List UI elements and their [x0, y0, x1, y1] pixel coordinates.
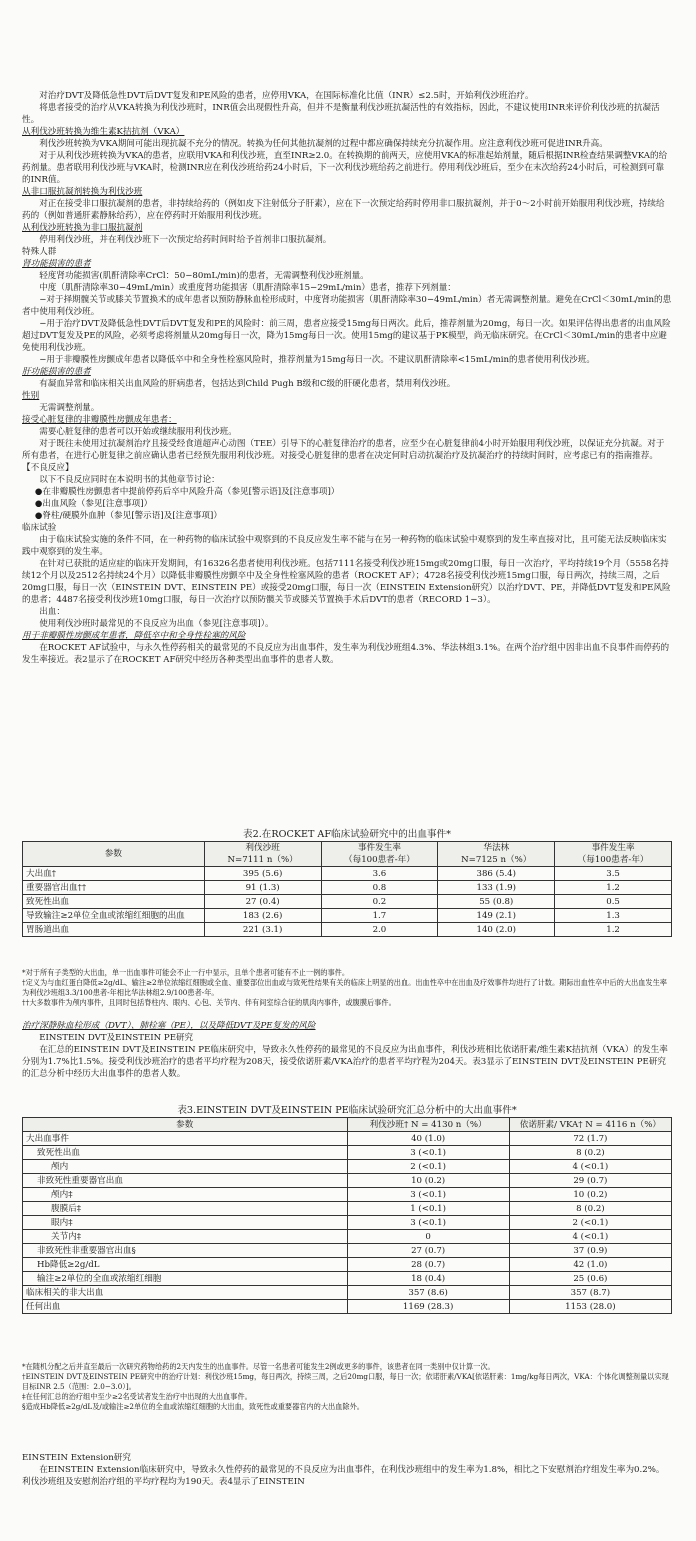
column-header: 利伐沙班 N=7111 n（%） — [204, 842, 321, 867]
footnote: *对于所有子类型的大出血，单一出血事件可能会不止一行中显示，且单个患者可能有不止一例的事件。 — [22, 968, 350, 977]
cell: 183 (2.6) — [204, 909, 321, 923]
section-heading: 临床试验 — [22, 523, 57, 533]
bullet-item: ●脊柱/硬膜外血肿（参见[警示语]及[注意事项]） — [34, 511, 222, 521]
table-row — [23, 1160, 672, 1174]
column-header: 华法林 N=7125 n（%） — [438, 842, 555, 867]
paragraph: 将患者接受的治疗从VKA转换为利伐沙班时，INR值会出现假性升高，但并不是衡量利伐沙班抗凝活性的有效指标，因此，不建议使用INR来评价利伐沙班的抗凝活性。 — [22, 103, 660, 125]
row-label: 输注≥2单位的全血或浓缩红细胞 — [23, 1272, 348, 1286]
table-row — [23, 1132, 672, 1146]
table-2-footnotes — [22, 968, 672, 1008]
table-row — [23, 1202, 672, 1216]
paragraph: 以下不良反应同时在本说明书的其他章节讨论： — [39, 475, 220, 485]
cell: 395 (5.6) — [204, 867, 321, 881]
text-block-1 — [22, 90, 672, 666]
row-label: 大出血事件 — [23, 1132, 348, 1146]
paragraph: 对于既往未使用过抗凝剂治疗且接受经食道超声心动图（TEE）引导下的心脏复律治疗的患者，应至少在心脏复律前4小时开始服用利伐沙班，以保证充分抗凝。对于所有患者，在进行心脏复律之前应确认患者已经预先服用利伐沙班。对接受心脏复律的患者在决定何时启动抗凝治疗及抗凝治疗的持续时间时，应考虑已有的指南推荐。 — [22, 439, 665, 461]
paragraph: 在EINSTEIN Extension临床研究中，导致永久性停药的最常见的不良反应为出血事件，在利伐沙班组中的发生率为1.8%，相比之下安慰剂治疗组发生率为0.2%。利伐沙班组及安慰剂治疗组的平均疗程均为190天。表4显示了EINSTEIN — [22, 1465, 665, 1487]
table-2 — [22, 841, 672, 937]
table-row — [23, 1244, 672, 1258]
subsection-heading: 出血： — [39, 607, 65, 617]
table-row — [23, 1188, 672, 1202]
footnote: †定义为与血红蛋白降低≥2g/dL、输注≥2单位浓缩红细胞或全血、重要部位出血或与致死性结果有关的临床上明显的出血。出血性卒中在出血及疗效事件均进行了计数。期际出血性卒中后的大出血发生率为利伐沙班组3.3/100患者-年相比华法林组2.9/100患者-年。 — [22, 978, 667, 997]
paragraph: 对正在接受非口服抗凝剂的患者，非持续给药的（例如皮下注射低分子肝素），应在下一次预定给药时停用非口服抗凝剂，并于0～2小时前开始服用利伐沙班，持续给药的（例如普通肝素静脉给药），应在停药时开始服用利伐沙班。 — [22, 199, 665, 221]
cell: 胃肠道出血 — [23, 923, 205, 937]
paragraph: 对于从利伐沙班转换为VKA的患者，应联用VKA和利伐沙班，直至INR≥2.0。在转换期的前两天，应使用VKA的标准起始剂量，随后根据INR检查结果调整VKA的给药剂量。患者联用利伐沙班与VKA时，检测INR应在利伐沙班给药24小时后，下一次利伐沙班给药之前进行。停用利伐沙班后，至少在末次给药24小时后，可检测到可靠的INR值。 — [22, 151, 668, 185]
cell: 27 (0.4) — [204, 895, 321, 909]
cell: 386 (5.4) — [438, 867, 555, 881]
cell: 40 (1.0) — [347, 1132, 509, 1146]
row-label: 关节内‡ — [23, 1230, 348, 1244]
cell: 4 (<0.1) — [509, 1160, 671, 1174]
row-label: 腹膜后‡ — [23, 1202, 348, 1216]
subsection-heading: 接受心脏复律的非瓣膜性房颤成年患者： — [22, 415, 177, 425]
paragraph: −用于非瓣膜性房颤成年患者以降低卒中和全身性栓塞风险时，推荐剂量为15mg每日一次。不建议肌酐清除率<15mL/min的患者使用利伐沙班。 — [39, 355, 595, 365]
cell: 91 (1.3) — [204, 881, 321, 895]
cell: 2 (<0.1) — [509, 1216, 671, 1230]
bullet-item: ●出血风险（参见[注意事项]） — [34, 499, 153, 509]
cell: 4 (<0.1) — [509, 1230, 671, 1244]
cell: 1.2 — [555, 923, 672, 937]
paragraph: 在针对已获批的适应症的临床开发期间，有16326名患者使用利伐沙班。包括7111名接受利伐沙班15mg或20mg口服，每日一次治疗，平均持续19个月（5558名持续12个月以及2512名持续24个月）以降低非瓣膜性房颤卒中及全身性栓塞风险的患者（ROCKET AF）；4728名接受利伐沙班15mg口服，每日两次，持续三周，之后20mg口服，每日一次（EINSTEIN DVT、EINSTEIN PE）或接受20mg口服，每日一次（EINSTEIN Extension研究）以治疗DVT、PE，并降低DVT复发和PE风险的患者；4487名接受利伐沙班10mg口服，每日一次治疗以预防髋关节或膝关节置换手术后DVT的患者（RECORD 1−3）。 — [22, 559, 671, 605]
column-header: 参数 — [23, 842, 205, 867]
paragraph: 需要心脏复律的患者可以开始或继续服用利伐沙班。 — [39, 427, 237, 437]
row-label: 临床相关的非大出血 — [23, 1286, 348, 1300]
cell: 致死性出血 — [23, 895, 205, 909]
cell: 221 (3.1) — [204, 923, 321, 937]
cell: 18 (0.4) — [347, 1272, 509, 1286]
column-header: 参数 — [23, 1118, 348, 1132]
cell: 1.3 — [555, 909, 672, 923]
cell: 1169 (28.3) — [347, 1300, 509, 1314]
column-header: 利伐沙班† N = 4130 n（%） — [347, 1118, 509, 1132]
cell: 0.2 — [321, 895, 438, 909]
paragraph: 有凝血异常和临床相关出血风险的肝病患者，包括达到Child Pugh B级和C级的肝硬化患者，禁用利伐沙班。 — [39, 379, 456, 389]
cell: 1 (<0.1) — [347, 1202, 509, 1216]
table-row — [23, 1286, 672, 1300]
paragraph: 在ROCKET AF试验中，与永久性停药相关的最常见的不良反应为出血事件，发生率为利伐沙班组4.3%、华法林组3.1%。在两个治疗组中因非出血不良事件而停药的发生率接近。表2显示了在ROCKET AF研究中经历各种类型出血事件的患者人数。 — [22, 643, 670, 665]
table-row — [23, 881, 672, 895]
table-3-footnotes — [22, 1362, 672, 1412]
table-row — [23, 1258, 672, 1272]
section-heading: 从非口服抗凝剂转换为利伐沙班 — [22, 187, 143, 197]
cell: 大出血† — [23, 867, 205, 881]
row-label: 非致死性非重要器官出血§ — [23, 1244, 348, 1258]
column-header: 依诺肝素/ VKA† N = 4116 n（%） — [509, 1118, 671, 1132]
paragraph: 轻度肾功能损害(肌酐清除率CrCl：50−80mL/min)的患者，无需调整利伐沙班剂量。 — [39, 271, 369, 281]
table-row — [23, 895, 672, 909]
subsection-heading: EINSTEIN DVT及EINSTEIN PE研究 — [39, 1033, 194, 1043]
cell: 140 (2.0) — [438, 923, 555, 937]
text-block-2 — [22, 1020, 672, 1080]
cell: 2.0 — [321, 923, 438, 937]
paragraph: 中度（肌酐清除率30−49mL/min）或重度肾功能损害（肌酐清除率15−29mL/min）患者，推荐下列剂量： — [39, 283, 456, 293]
cell: 8 (0.2) — [509, 1202, 671, 1216]
table-row — [23, 909, 672, 923]
footnote: §造成Hb降低≥2g/dL及/或输注≥2单位的全血或浓缩红细胞的大出血，致死性或重要器官内的大出血除外。 — [22, 1402, 364, 1411]
cell: 3.6 — [321, 867, 438, 881]
column-header: 事件发生率 （每100患者-年） — [555, 842, 672, 867]
cell: 29 (0.7) — [509, 1174, 671, 1188]
row-label: 颅内 — [23, 1160, 348, 1174]
table-3 — [22, 1117, 672, 1314]
footnote: ††大多数事件为颅内事件，且同时包括脊柱内、眼内、心包、关节内、伴有间室综合征的肌肉内事件，或腹膜后事件。 — [22, 998, 396, 1007]
row-label: Hb降低≥2g/dL — [23, 1258, 348, 1272]
paragraph: 在汇总的EINSTEIN DVT及EINSTEIN PE临床研究中，导致永久性停药的最常见的不良反应为出血事件，利伐沙班相比依诺肝素/维生素K拮抗剂（VKA）的发生率分别为1.7%比1.5%。接受利伐沙班治疗的患者平均疗程为208天，接受依诺肝素/VKA治疗的患者平均疗程为204天。表3显示了EINSTEIN DVT及EINSTEIN PE研究的汇总分析中经历大出血事件的患者人数。 — [22, 1045, 668, 1079]
row-label: 非致死性重要器官出血 — [23, 1174, 348, 1188]
cell: 27 (0.7) — [347, 1244, 509, 1258]
section-heading: 从利伐沙班转换为维生素K拮抗剂（VKA） — [22, 127, 185, 137]
cell: 3 (<0.1) — [347, 1216, 509, 1230]
cell: 3.5 — [555, 867, 672, 881]
table-2-caption: 表2.在ROCKET AF临床试验研究中的出血事件* — [243, 829, 451, 840]
paragraph: 无需调整剂量。 — [39, 403, 100, 413]
cell: 重要器官出血†† — [23, 881, 205, 895]
cell: 2 (<0.1) — [347, 1160, 509, 1174]
paragraph: 使用利伐沙班时最常见的不良反应为出血（参见[注意事项]）。 — [39, 619, 274, 629]
table-row — [23, 1174, 672, 1188]
cell: 10 (0.2) — [347, 1174, 509, 1188]
cell: 1.7 — [321, 909, 438, 923]
row-label: 任何出血 — [23, 1300, 348, 1314]
cell: 3 (<0.1) — [347, 1146, 509, 1160]
bullet-item: ●在非瓣膜性房颤患者中提前停药后卒中风险升高（参见[警示语]及[注意事项]） — [34, 487, 340, 497]
table-row — [23, 1230, 672, 1244]
table-header-row — [23, 1118, 672, 1132]
cell: 0.5 — [555, 895, 672, 909]
row-label: 致死性出血 — [23, 1146, 348, 1160]
cell: 8 (0.2) — [509, 1146, 671, 1160]
cell: 0 — [347, 1230, 509, 1244]
cell: 42 (1.0) — [509, 1258, 671, 1272]
subsection-heading: 性别 — [22, 391, 40, 401]
cell: 导致输注≥2单位全血或浓缩红细胞的出血 — [23, 909, 205, 923]
table-row — [23, 1216, 672, 1230]
subsection-heading: EINSTEIN Extension研究 — [22, 1453, 131, 1463]
table-3-caption: 表3.EINSTEIN DVT及EINSTEIN PE临床试验研究汇总分析中的大出血事件* — [177, 1105, 517, 1116]
footnote: *在随机分配之后并直至最后一次研究药物给药的2天内发生的出血事件。尽管一名患者可能发生2例或更多的事件，该患者在同一类别中仅计算一次。 — [22, 1362, 495, 1371]
cell: 1.2 — [555, 881, 672, 895]
section-heading: 从利伐沙班转换为非口服抗凝剂 — [22, 223, 143, 233]
table-row — [23, 1146, 672, 1160]
section-heading: 【不良反应】 — [22, 463, 74, 473]
cell: 1153 (28.0) — [509, 1300, 671, 1314]
table-row — [23, 867, 672, 881]
cell: 149 (2.1) — [438, 909, 555, 923]
table-row — [23, 1272, 672, 1286]
subsection-heading: 肝功能损害的患者 — [22, 367, 91, 377]
paragraph: −对于择期髋关节或膝关节置换术的成年患者以预防静脉血栓形成时，中度肾功能损害（肌酐清除率30−49mL/min）者无需调整剂量。避免在CrCl＜30mL/min的患者中使用利伐沙班。 — [22, 295, 672, 317]
cell: 0.8 — [321, 881, 438, 895]
section-heading: 特殊人群 — [22, 247, 57, 257]
table-header-row — [23, 842, 672, 867]
footnote: ‡在任何汇总的治疗组中至少≥2名受试者发生治疗中出现的大出血事件。 — [22, 1392, 252, 1401]
cell: 55 (0.8) — [438, 895, 555, 909]
column-header: 事件发生率 （每100患者-年） — [321, 842, 438, 867]
text-block-3 — [22, 1452, 672, 1488]
paragraph: 利伐沙班转换为VKA期间可能出现抗凝不充分的情况。转换为任何其他抗凝剂的过程中都应确保持续充分抗凝作用。应注意利伐沙班可促进INR升高。 — [39, 139, 608, 149]
cell: 357 (8.7) — [509, 1286, 671, 1300]
paragraph: −用于治疗DVT及降低急性DVT后DVT复发和PE的风险时：前三周，患者应接受15mg每日两次。此后，推荐剂量为20mg，每日一次。如果评估得出患者的出血风险超过DVT复发及PE的风险，必须考虑将剂量从20mg每日一次，降为15mg每日一次。使用15mg的建议基于PK模型，尚无临床研究。在CrCl＜30mL/min的患者中应避免使用利伐沙班。 — [22, 319, 671, 353]
row-label: 眼内‡ — [23, 1216, 348, 1230]
paragraph: 由于临床试验实施的条件不同，在一种药物的临床试验中观察到的不良反应发生率不能与在另一种药物的临床试验中观察到的发生率直接对比，且可能无法反映临床实践中观察到的发生率。 — [22, 535, 667, 557]
cell: 133 (1.9) — [438, 881, 555, 895]
cell: 25 (0.6) — [509, 1272, 671, 1286]
paragraph: 对治疗DVT及降低急性DVT后DVT复发和PE风险的患者，应停用VKA，在国际标准化比值（INR）≤2.5时，开始利伐沙班治疗。 — [39, 91, 534, 101]
subsection-heading: 肾功能损害的患者 — [22, 259, 91, 269]
cell: 28 (0.7) — [347, 1258, 509, 1272]
table-row — [23, 923, 672, 937]
cell: 10 (0.2) — [509, 1188, 671, 1202]
subsection-heading: 治疗深静脉血栓形成（DVT）、肺栓塞（PE），以及降低DVT及PE复发的风险 — [22, 1021, 316, 1031]
paragraph: 停用利伐沙班，并在利伐沙班下一次预定给药时间时给予首剂非口服抗凝剂。 — [39, 235, 332, 245]
cell: 37 (0.9) — [509, 1244, 671, 1258]
cell: 357 (8.6) — [347, 1286, 509, 1300]
subsection-heading: 用于非瓣膜性房颤成年患者，降低卒中和全身性栓塞的风险 — [22, 631, 246, 641]
cell: 72 (1.7) — [509, 1132, 671, 1146]
table-row — [23, 1300, 672, 1314]
footnote: †EINSTEIN DVT及EINSTEIN PE研究中的治疗计划：利伐沙班15mg，每日两次，持续三周，之后20mg口服，每日一次；依诺肝素/VKA[依诺肝素：1mg/kg每日两次，VKA：个体化调整剂量以实现目标INR 2.5（范围：2.0−3.0）]。 — [22, 1372, 669, 1391]
row-label: 颅内‡ — [23, 1188, 348, 1202]
cell: 3 (<0.1) — [347, 1188, 509, 1202]
